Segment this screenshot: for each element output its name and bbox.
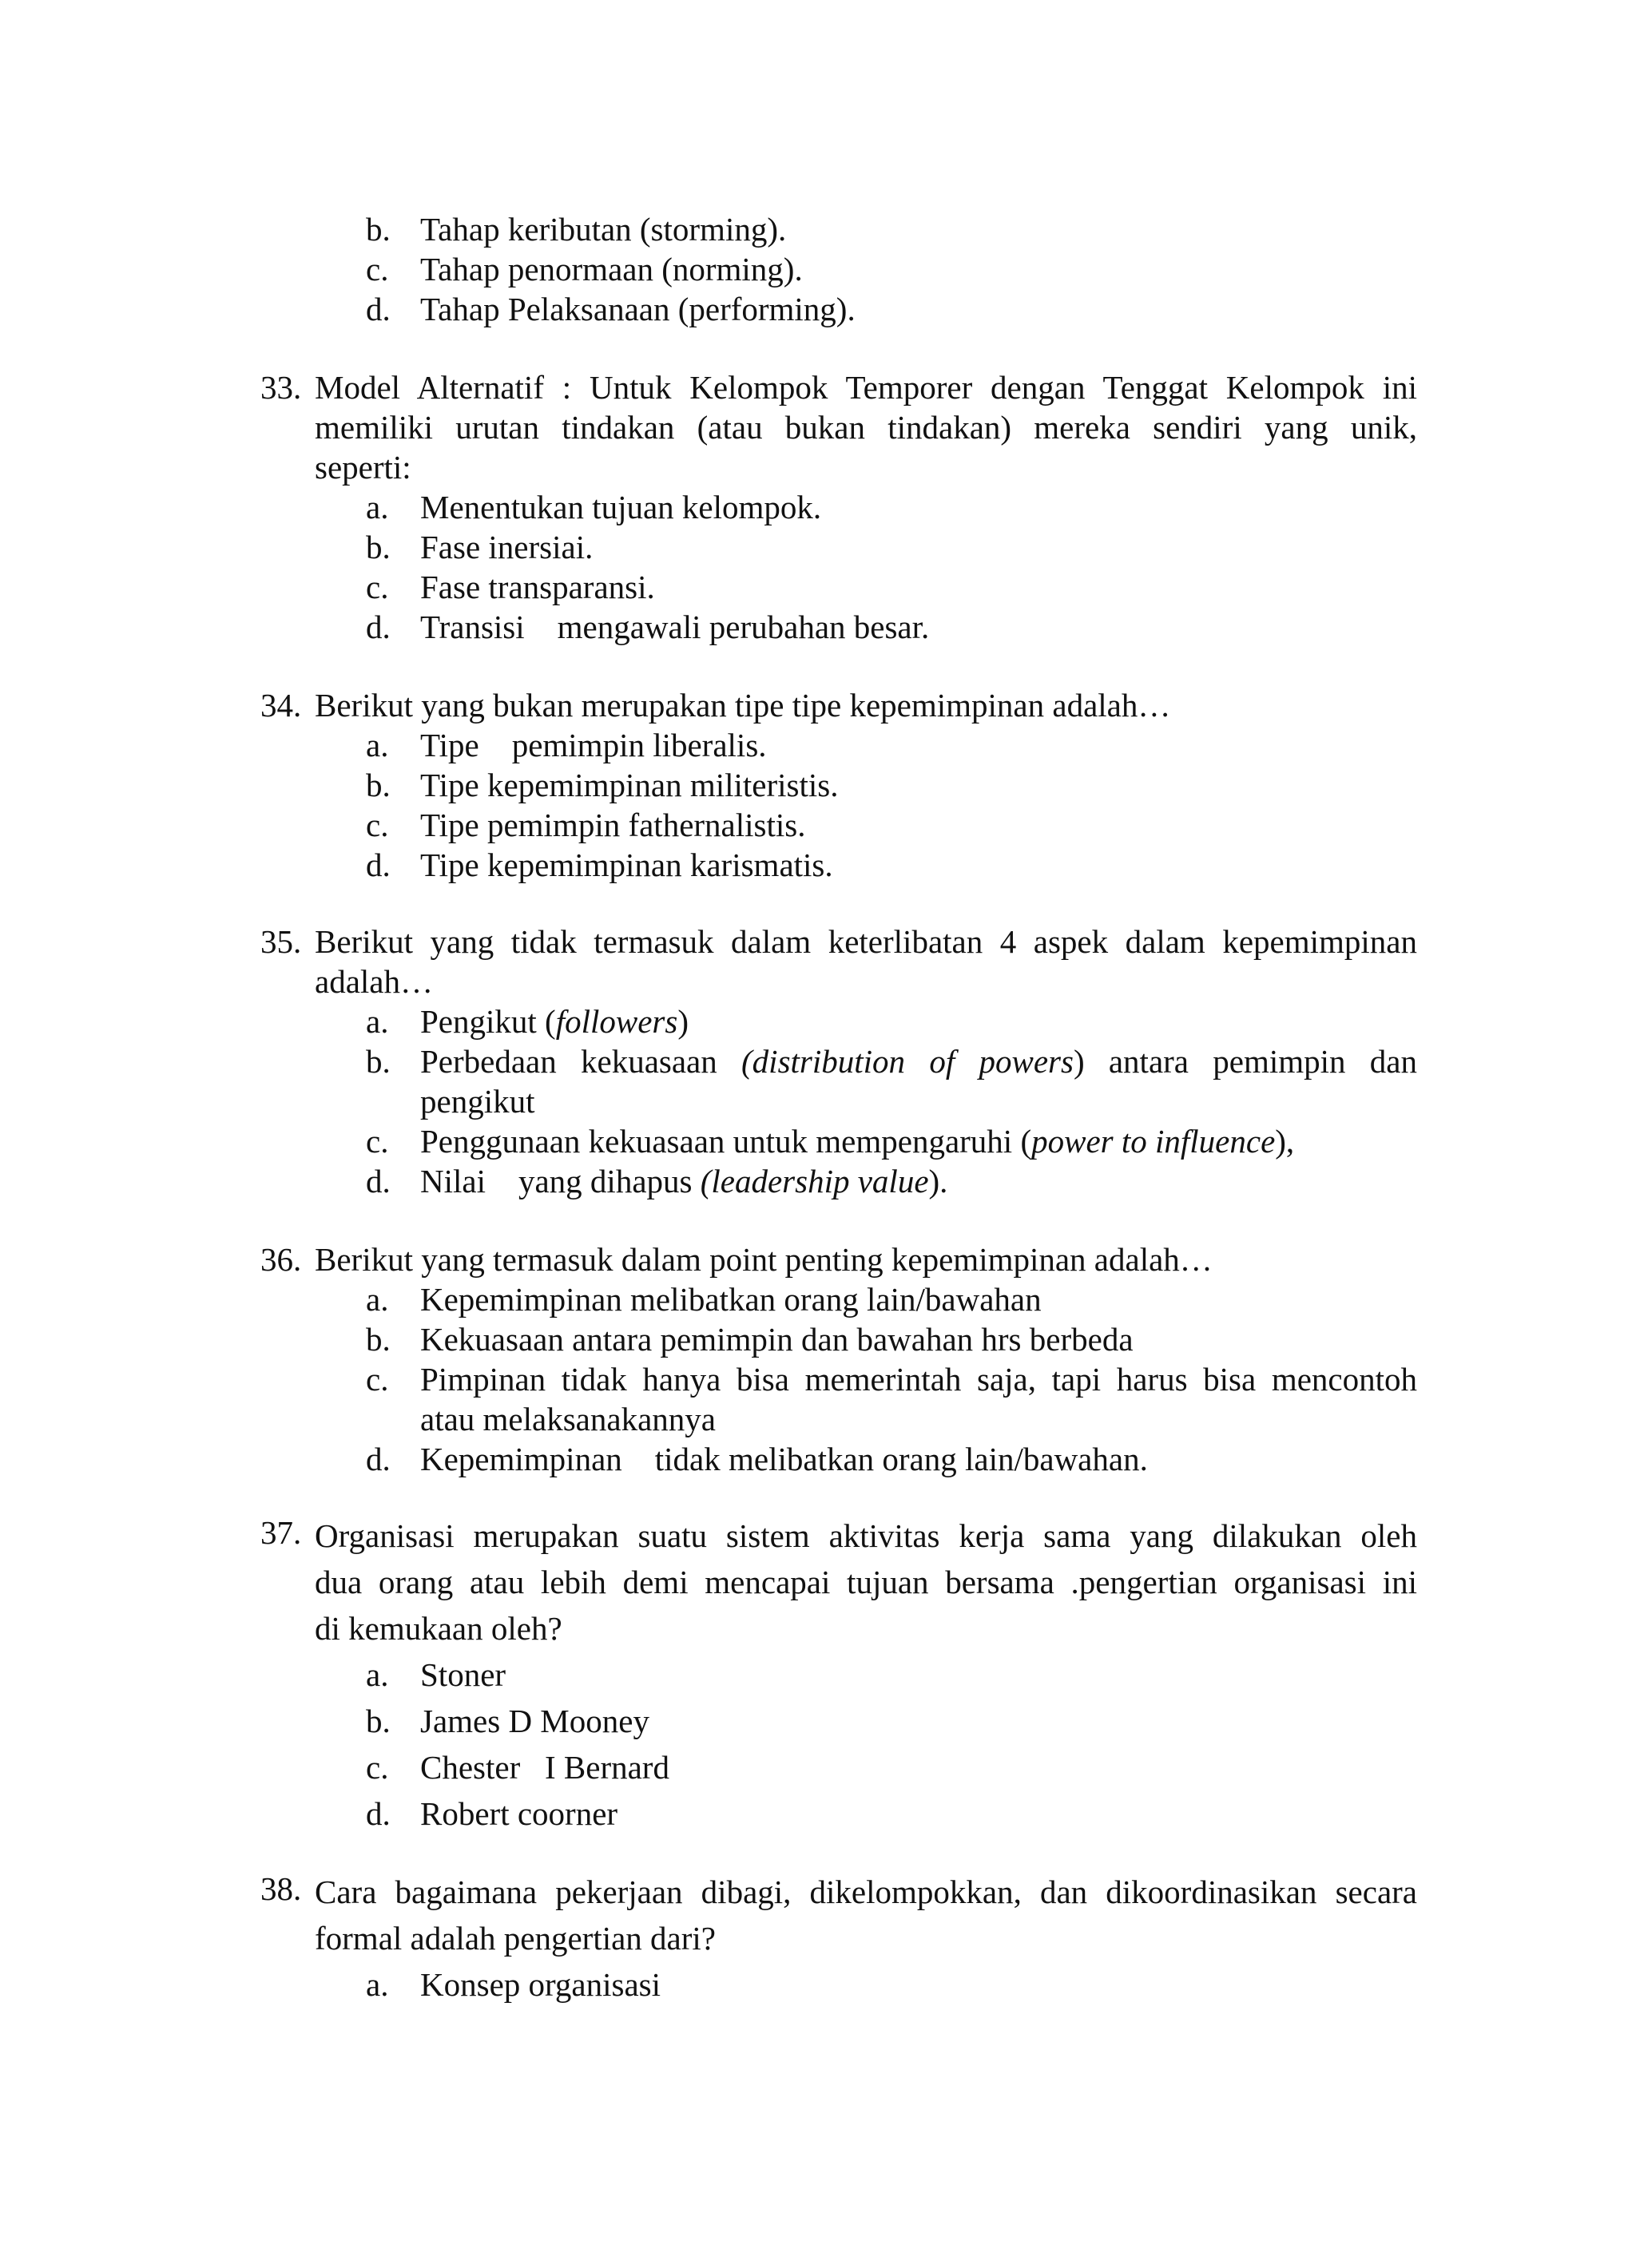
option-letter: a. [366, 727, 389, 763]
option-letter: d. [366, 847, 391, 883]
option-text: Kepemimpinan melibatkan orang lain/bawahan [420, 1281, 1042, 1318]
question-text-line: seperti: [315, 449, 411, 486]
option-text-italic: (leadership value [700, 1163, 929, 1199]
option-text-part: Penggunaan kekuasaan untuk mempengaruhi ( [420, 1123, 1032, 1160]
option-letter: a. [366, 1966, 389, 2003]
option-text: Tipe pemimpin liberalis. [420, 727, 767, 763]
option-text: Konsep organisasi [420, 1966, 661, 2003]
option-text-italic: power to influence [1031, 1123, 1276, 1160]
question-text-line: adalah… [315, 963, 433, 1000]
option-text: Robert coorner [420, 1795, 618, 1832]
option-letter: d. [366, 609, 391, 645]
option-letter: b. [366, 211, 391, 248]
option-letter: b. [366, 1321, 391, 1358]
question-text-line: formal adalah pengertian dari? [315, 1920, 716, 1957]
question-text [315, 367, 1417, 487]
option-text: Tipe pemimpin fathernalistis. [420, 807, 806, 843]
option-text-part: ), [1275, 1123, 1295, 1160]
option-text: Transisi mengawali perubahan besar. [420, 609, 930, 645]
option-letter: a. [366, 1656, 389, 1693]
option-text: Chester I Bernard [420, 1749, 669, 1786]
question-number: 35. [260, 923, 302, 960]
option-letter: a. [366, 1281, 389, 1318]
option-letter: b. [366, 529, 391, 565]
option-text-part: ) [677, 1003, 689, 1040]
option-letter: b. [366, 1043, 391, 1080]
option-letter: c. [366, 807, 389, 843]
question-text [315, 1513, 1417, 1651]
option-text: Kekuasaan antara pemimpin dan bawahan hrs berbeda [420, 1321, 1134, 1358]
option-text: Menentukan tujuan kelompok. [420, 489, 822, 525]
question-text [315, 1239, 1417, 1279]
option-letter: c. [366, 251, 389, 287]
question-number: 36. [260, 1241, 302, 1278]
option-text: Stoner [420, 1656, 506, 1693]
question-text-line: Model Alternatif : Untuk Kelompok Temporer dengan Tenggat Kelompok ini [315, 369, 1417, 406]
option-text-line [420, 1041, 1417, 1081]
option-text: Fase inersiai. [420, 529, 594, 565]
option-text: Tahap Pelaksanaan (performing). [420, 291, 856, 327]
question-text-line: Cara bagaimana pekerjaan dibagi, dikelompokkan, dan dikoordinasikan secara [315, 1873, 1417, 1910]
question-text [315, 1869, 1417, 1961]
option-letter: c. [366, 1123, 389, 1160]
option-text-part: Nilai yang dihapus [420, 1163, 701, 1199]
question-text [315, 922, 1417, 1001]
question-text-line: Berikut yang bukan merupakan tipe tipe kepemimpinan adalah… [315, 687, 1171, 724]
option-text [420, 1161, 947, 1201]
option-text [420, 1121, 1294, 1161]
question-number: 38. [260, 1870, 302, 1907]
option-letter: d. [366, 1795, 391, 1832]
question-number: 33. [260, 369, 302, 406]
option-text-line: atau melaksanakannya [420, 1401, 716, 1437]
option-text-line: Pimpinan tidak hanya bisa memerintah saja, tapi harus bisa mencontoh [420, 1361, 1417, 1398]
question-text-line: Berikut yang termasuk dalam point penting kepemimpinan adalah… [315, 1241, 1213, 1278]
option-text-italic: (distribution of powers [741, 1043, 1074, 1080]
question-number: 37. [260, 1514, 302, 1551]
option-text-line: pengikut [420, 1083, 535, 1120]
option-text-part: Pengikut ( [420, 1003, 556, 1040]
option-text: Tipe kepemimpinan karismatis. [420, 847, 833, 883]
question-text-line: dua orang atau lebih demi mencapai tujuan bersama .pengertian organisasi ini [315, 1564, 1417, 1600]
option-letter: b. [366, 1703, 391, 1739]
question-text [315, 685, 1417, 725]
option-text: Tahap penormaan (norming). [420, 251, 803, 287]
option-text [420, 1001, 689, 1041]
option-letter: a. [366, 489, 389, 525]
option-letter: d. [366, 1163, 391, 1199]
question-text-line: Organisasi merupakan suatu sistem aktivitas kerja sama yang dilakukan oleh [315, 1517, 1417, 1554]
option-text-part: Perbedaan kekuasaan [420, 1043, 742, 1080]
option-text: Kepemimpinan tidak melibatkan orang lain/bawahan. [420, 1441, 1148, 1477]
option-text-part: ). [928, 1163, 948, 1199]
option-text: James D Mooney [420, 1703, 649, 1739]
option-letter: d. [366, 1441, 391, 1477]
option-letter: c. [366, 569, 389, 605]
option-text: Tahap keributan (storming). [420, 211, 787, 248]
question-number: 34. [260, 687, 302, 724]
option-text: Tipe kepemimpinan militeristis. [420, 767, 839, 803]
option-letter: d. [366, 291, 391, 327]
option-letter: a. [366, 1003, 389, 1040]
question-text-line: memiliki urutan tindakan (atau bukan tindakan) mereka sendiri yang unik, [315, 409, 1417, 446]
option-letter: c. [366, 1749, 389, 1786]
question-text-line: Berikut yang tidak termasuk dalam keterlibatan 4 aspek dalam kepemimpinan [315, 923, 1417, 960]
option-text [420, 1359, 1417, 1439]
option-text [420, 1041, 1417, 1121]
question-text-line: di kemukaan oleh? [315, 1610, 562, 1647]
option-text: Fase transparansi. [420, 569, 655, 605]
option-text-part: ) antara pemimpin dan [1073, 1043, 1417, 1080]
option-letter: b. [366, 767, 391, 803]
option-letter: c. [366, 1361, 389, 1398]
option-text-italic: followers [555, 1003, 678, 1040]
